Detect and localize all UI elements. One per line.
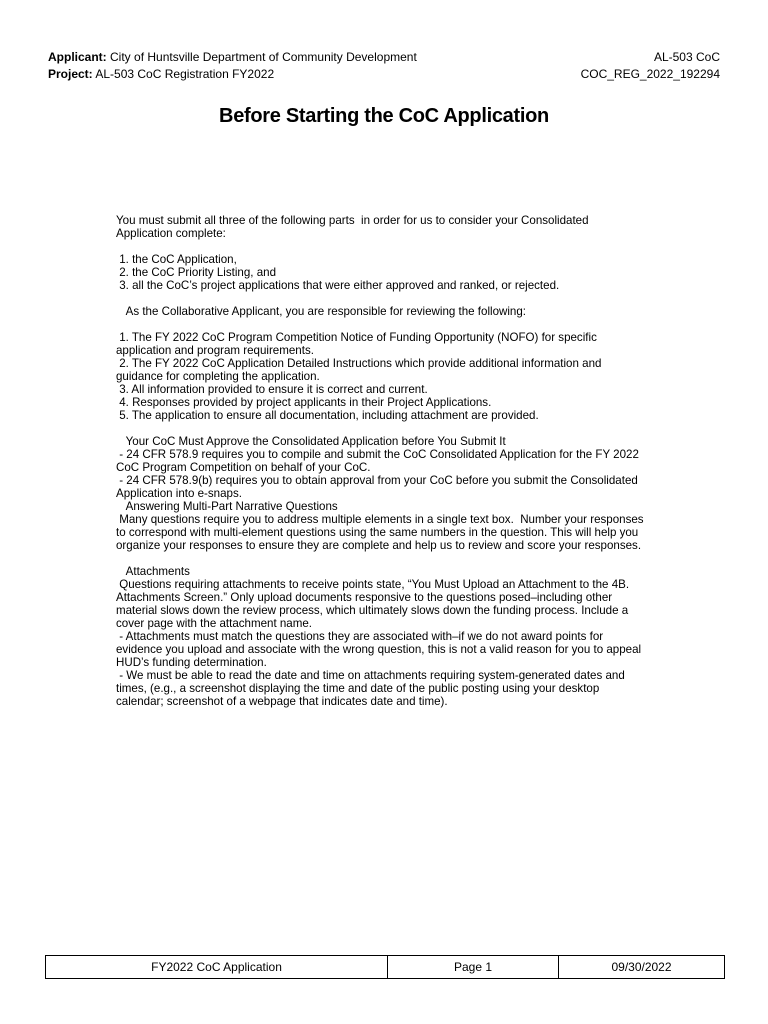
narrative-heading: Answering Multi-Part Narrative Questions — [116, 499, 338, 513]
list-item: 5. The application to ensure all documentation, including attachment are provided. — [116, 408, 539, 422]
footer-date: 09/30/2022 — [611, 960, 672, 974]
attachments-heading: Attachments — [116, 564, 190, 578]
coc-code: AL-503 CoC — [653, 50, 720, 64]
intro-paragraph: You must submit all three of the following parts in order for us to consider your Consolidated Application complete: — [116, 213, 592, 240]
header-row-applicant — [48, 49, 720, 66]
list-item: 2. the CoC Priority Listing, and — [116, 265, 277, 279]
list-item: - 24 CFR 578.9(b) requires you to obtain approval from your CoC before you submit the Consolidated Application into e-snaps. — [116, 473, 641, 500]
list-item: - 24 CFR 578.9 requires you to compile and submit the CoC Consolidated Application for the FY 2022 CoC Program Competition on behalf of your CoC. — [116, 447, 643, 474]
list-item: 2. The FY 2022 CoC Application Detailed Instructions which provide additional information and guidance for completing the application. — [116, 356, 605, 383]
applicant-info — [48, 49, 417, 66]
list-item: 1. the CoC Application, — [116, 252, 237, 266]
project-label: Project: — [48, 67, 93, 81]
approve-heading: Your CoC Must Approve the Consolidated Application before You Submit It — [116, 434, 506, 448]
list-item: 1. The FY 2022 CoC Program Competition Notice of Funding Opportunity (NOFO) for specific application and program requirements. — [116, 330, 601, 357]
list-item: 3. All information provided to ensure it is correct and current. — [116, 382, 428, 396]
page-header — [48, 49, 720, 83]
list-item: - We must be able to read the date and time on attachments requiring system-generated dates and times, (e.g., a screenshot displaying the time and date of the public posting using your desktop calendar; screenshot of a webpage that indicates date and time). — [116, 668, 628, 708]
header-row-project — [48, 66, 720, 83]
footer-page-number: Page 1 — [388, 956, 559, 978]
narrative-paragraph: Many questions require you to address multiple elements in a single text box. Number your responses to correspond with multi-element questions using the same numbers in the question. This will help you organize your responses to ensure they are complete and help us to review and score your responses. — [116, 512, 647, 552]
list-item: 4. Responses provided by project applicants in their Project Applications. — [116, 395, 492, 409]
instructions-body — [116, 214, 645, 708]
list-item: - Attachments must match the questions they are associated with–if we do not award points for evidence you upload and associate with the wrong question, this is not a valid reason for you to appeal HUD’s funding determination. — [116, 629, 645, 669]
list-item: Questions requiring attachments to receive points state, “You Must Upload an Attachment to the 4B. Attachments Screen.” Only upload documents responsive to the questions posed–including other material slows down the review process, which ultimately slows down the funding process. Include a cover page with the attachment name. — [116, 577, 632, 630]
project-value: AL-503 CoC Registration FY2022 — [95, 67, 275, 81]
applicant-value: City of Huntsville Department of Community Development — [110, 50, 417, 64]
page-title: Before Starting the CoC Application — [219, 105, 549, 127]
project-info — [48, 66, 274, 83]
list-item: 3. all the CoC’s project applications that were either approved and ranked, or rejected. — [116, 278, 560, 292]
review-intro: As the Collaborative Applicant, you are responsible for reviewing the following: — [116, 304, 527, 318]
registration-id: COC_REG_2022_192294 — [580, 67, 720, 81]
page-footer — [45, 955, 725, 979]
applicant-label: Applicant: — [48, 50, 107, 64]
footer-application-name: FY2022 CoC Application — [46, 956, 388, 978]
